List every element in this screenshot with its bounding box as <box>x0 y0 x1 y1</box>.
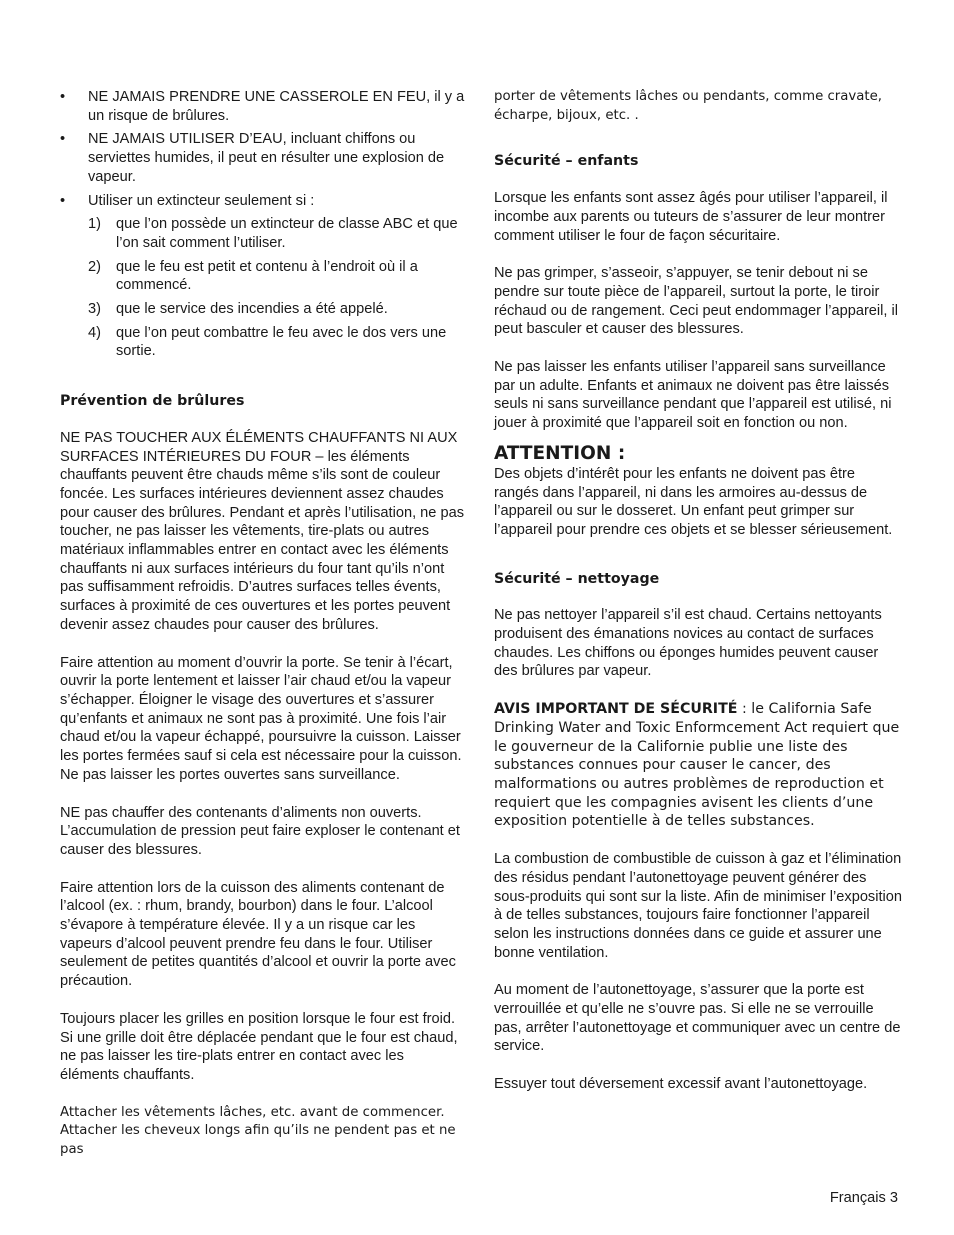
list-item <box>60 192 466 362</box>
paragraph: NE PAS TOUCHER AUX ÉLÉMENTS CHAUFFANTS NI AUX SURFACES INTÉRIEURES DU FOUR – les éléments chauffants peuvent être chauds même s’ils sont de couleur foncée. Les surfaces intérieures deviennent assez chaudes pour causer des brûlures. Pendant et après l’utilisation, ne pas toucher, ne pas laisser les vêtements, tire-plats ou autres matériaux inflammables entrer en contact avec les éléments chauffants ni aux surfaces intérieurs du four tant qu’ils n’ont pas suffisamment refroidis. D’autres surfaces telles évents, surfaces à proximité de ces ouvertures et les portes peuvent devenir assez chaudes pour causer des brûlures. <box>60 429 465 633</box>
list-item <box>88 258 466 295</box>
paragraph: Ne pas laisser les enfants utiliser l’appareil sans surveillance par un adulte. Enfants et animaux ne doivent pas être laissés seuls ni sans surveillance pendant que l’appareil est utilisé, ni jouer à proximité que l’appareil soit en fonction ou non. <box>494 359 892 432</box>
paragraph: Ne pas grimper, s’asseoir, s’appuyer, se tenir debout ni se pendre sur toute pièce de l’appareil, surtout la porte, le tiroir réchaud ou de rangement. Ceci peut endommager l’appareil, il peut basculer et causer des blessures. <box>494 265 899 338</box>
list-item <box>88 300 466 319</box>
item-text: que le service des incendies a été appelé. <box>116 301 388 318</box>
item-number: 4) <box>88 324 101 341</box>
right-column <box>494 88 902 1094</box>
left-column <box>60 88 466 1160</box>
attention-heading: ATTENTION : <box>494 442 626 464</box>
bullet-text: NE JAMAIS PRENDRE UNE CASSEROLE EN FEU, il y a un risque de brûlures. <box>88 89 465 124</box>
paragraph: La combustion de combustible de cuisson à gaz et l’élimination des résidus pendant l’autonettoyage peuvent générer des sous-produits qui sont sur la liste. Afin de minimiser l’exposition à de telles substances, toujours faire fonctionner l’appareil selon les instructions données dans ce guide et assurer une bonne ventilation. <box>494 851 902 961</box>
paragraph: Attacher les vêtements lâches, etc. avant de commencer. Attacher les cheveux longs afin qu’ils ne pendent pas et ne pas <box>60 1104 456 1158</box>
page-number: Français 3 <box>829 1190 898 1206</box>
paragraph: Faire attention au moment d’ouvrir la porte. Se tenir à l’écart, ouvrir la porte lentement et laisser l’air chaud et/ou la vapeur s’échapper. Éloigner le visage des ouvertures et s’assurer qu’enfants et animaux ne sont pas à proximité. Une fois l’air chaud et/ou la vapeur échappé, poursuivre la cuisson. Laisser les portes fermées sauf si cela est nécessaire pour la cuisson. Ne pas laisser les portes ouvertes sans surveillance. <box>60 654 462 783</box>
list-item <box>88 324 466 361</box>
paragraph: Toujours placer les grilles en position lorsque le four est froid. Si une grille doit être déplacée pendant que le four est chaud, ne pas laisser les tire-plats entrer en contact avec les éléments chauffants. <box>60 1010 458 1083</box>
paragraph: Faire attention lors de la cuisson des aliments contenant de l’alcool (ex. : rhum, brandy, bourbon) dans le four. L’alcool s’évapore à température élevée. Il y a un risque car les vapeurs d’alcool peuvent prendre feu dans le four. Utiliser seulement de petites quantités d’alcool et ouvrir la porte avec précaution. <box>60 879 456 990</box>
item-number: 1) <box>88 216 101 233</box>
extinguisher-conditions-list <box>88 215 466 361</box>
bullet-text: Utiliser un extincteur seulement si : <box>88 192 315 209</box>
safety-notice-text: le California Safe Drinking Water and Toxic Enformcement Act requiert que le gouverneur de la Californie publie une liste des substances connues pour causer le cancer, des malformations ou autres problèmes de reproduction et requiert que les compagnies avisent les clients d’une exposition potentielle à de telles substances. <box>494 701 900 830</box>
list-item <box>60 130 466 186</box>
item-text: que le feu est petit et contenu à l’endroit où il a commencé. <box>116 258 418 294</box>
bullet-text: NE JAMAIS UTILISER D’EAU, incluant chiffons ou serviettes humides, il peut en résulter une explosion de vapeur. <box>88 131 445 185</box>
item-number: 3) <box>88 301 101 318</box>
attention-text: Des objets d’intérêt pour les enfants ne doivent pas être rangés dans l’appareil, ni dans les armoires au-dessus de l’appareil ou sur le dosseret. Un enfant peut grimper sur l’appareil pour prendre ces objets et se blesser sérieusement. <box>494 465 893 538</box>
paragraph: Lorsque les enfants sont assez âgés pour utiliser l’appareil, il incombe aux parents ou tuteurs de s’assurer de leur montrer comment utiliser le four de façon sécuritaire. <box>494 190 888 244</box>
item-text: que l’on possède un extincteur de classe ABC et que l’on sait comment l’utiliser. <box>116 216 458 251</box>
paragraph: NE pas chauffer des contenants d’aliments non ouverts. L’accumulation de pression peut faire exploser le contenant et causer des blessures. <box>60 804 460 858</box>
item-number: 2) <box>88 258 101 275</box>
safety-notice-separator: : <box>737 701 752 718</box>
paragraph: Ne pas nettoyer l’appareil s’il est chaud. Certains nettoyants produisent des émanations novices au contact de surfaces chaudes. Les chiffons ou éponges humides peuvent causer des brûlures par vapeur. <box>494 607 882 680</box>
section-heading-children: Sécurité – enfants <box>494 153 639 170</box>
section-heading-cleaning: Sécurité – nettoyage <box>494 570 660 587</box>
paragraph: Au moment de l’autonettoyage, s’assurer que la porte est verrouillée et qu’elle ne s’ouvre pas. Si elle ne se verrouille pas, arrêter l’autonettoyage et communiquer avec un centre de service. <box>494 982 901 1055</box>
list-item <box>60 88 466 125</box>
safety-notice-title: AVIS IMPORTANT DE SÉCURITÉ <box>494 701 738 718</box>
fire-safety-list <box>60 88 466 361</box>
list-item <box>88 215 466 252</box>
item-text: que l’on peut combattre le feu avec le dos vers une sortie. <box>116 324 447 360</box>
section-heading-burns: Prévention de brûlures <box>60 393 245 410</box>
safety-notice <box>494 700 902 831</box>
paragraph: porter de vêtements lâches ou pendants, comme cravate, écharpe, bijoux, etc. . <box>494 89 883 123</box>
paragraph: Essuyer tout déversement excessif avant l’autonettoyage. <box>494 1076 868 1093</box>
